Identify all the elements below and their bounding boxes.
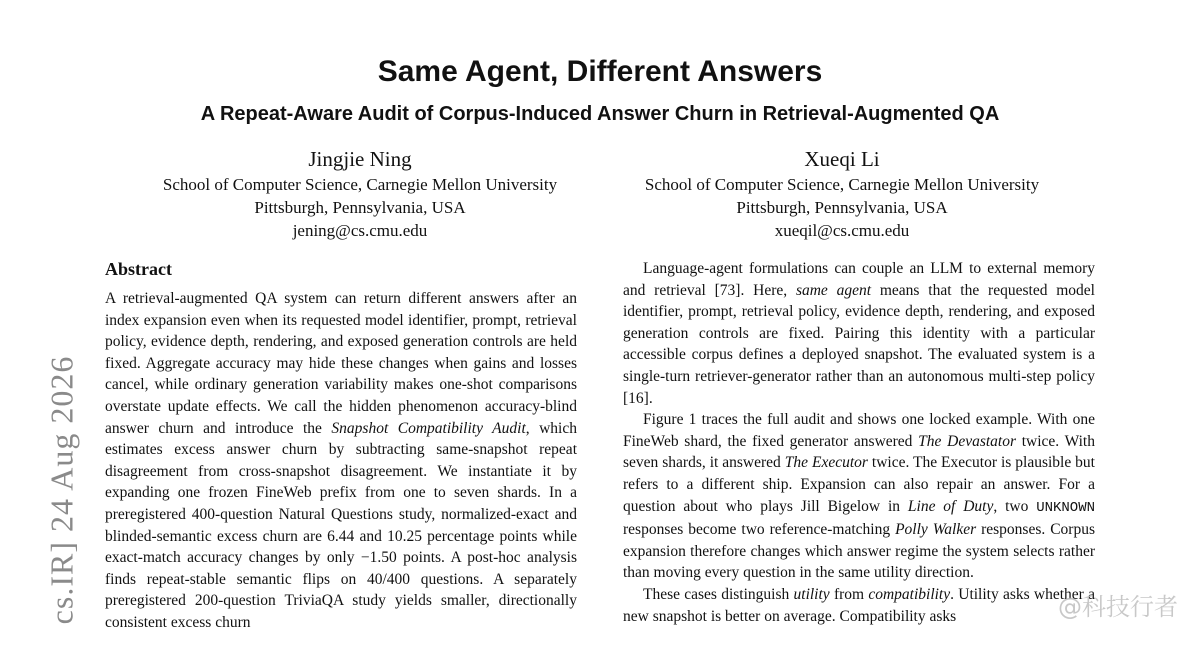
author-name: Xueqi Li	[804, 147, 880, 171]
text-run: from	[829, 585, 869, 603]
emphasis: same agent	[795, 281, 872, 299]
paper-subtitle: A Repeat-Aware Audit of Corpus-Induced Answer Churn in Retrieval-Augmented QA	[200, 103, 1000, 125]
text-run: These cases distinguish	[643, 585, 794, 603]
author-email: jening@cs.cmu.edu	[292, 221, 428, 240]
text-run: , two	[993, 497, 1037, 515]
emphasis: Line of Duty	[907, 497, 994, 515]
intro-column	[623, 258, 1095, 627]
intro-paragraph-3	[623, 584, 1095, 627]
emphasis: utility	[793, 585, 830, 603]
text-run: Figure 1 traces the full audit and shows one locked example. With one FineWeb shard, the fixed generator answered	[623, 411, 1095, 450]
text-run: Language-agent formulations can couple an LLM to external memory and retrieval [73]. Here,	[623, 260, 1095, 299]
code-token: UNKNOWN	[1036, 499, 1095, 516]
abstract-heading: Abstract	[105, 259, 172, 279]
emphasis: The Executor	[784, 454, 868, 472]
emphasis: The Devastator	[918, 432, 1017, 450]
watermark: @科技行者	[1058, 593, 1178, 621]
author-location: Pittsburgh, Pennsylvania, USA	[254, 198, 466, 217]
paper-title: Same Agent, Different Answers	[377, 55, 823, 88]
author-location: Pittsburgh, Pennsylvania, USA	[736, 198, 948, 217]
text-run: responses become two reference-matching	[623, 521, 896, 539]
intro-paragraph-1	[623, 258, 1095, 409]
abstract-column	[105, 258, 577, 634]
text-run: . Utility asks whether a new snapshot is better on average. Compatibility asks	[623, 585, 1095, 625]
emphasis: Polly Walker	[895, 521, 977, 539]
intro-paragraph-2	[623, 409, 1095, 584]
text-run: means that the requested model identifier, prompt, retrieval policy, evidence depth, rendering, and exposed generation controls are fixed. Pairing this identity with a particular accessible corpus defines a deployed snapshot. The evaluated system is a single-turn retriever-generator rather than an autonomous multi-step policy [16].	[623, 281, 1095, 407]
abstract-text-2: , which estimates excess answer churn by subtracting same-snapshot repeat disagreement from cross-snapshot disagreement. We instantiate it by expanding one frozen FineWeb prefix from one to seven shards. In a preregistered 400-question Natural Questions study, normalized-exact and blinded-semantic excess churn are 6.44 and 10.25 percentage points while exact-match accuracy changes by only −1.50 points. A post-hoc analysis finds repeat-stable semantic flips on 40/400 questions. A separately preregistered 200-question TriviaQA study yields smaller, directionally consistent excess churn	[105, 419, 577, 631]
abstract-paragraph	[105, 288, 577, 634]
text-run: twice. The Executor is plausible but refers to a different ship. Expansion can also repair an answer. For a question about who plays Jill Bigelow in	[623, 454, 1095, 515]
author-email: xueqil@cs.cmu.edu	[774, 221, 910, 240]
abstract-text-1: A retrieval-augmented QA system can return different answers after an index expansion even when its requested model identifier, prompt, retrieval policy, evidence depth, rendering, and exposed generation controls are held fixed. Aggregate accuracy may hide these changes when gains and losses cancel, while ordinary generation variability makes one-shot comparisons overstate update effects. We call the hidden phenomenon accuracy-blind answer churn and introduce the	[105, 290, 577, 437]
author-block-2	[592, 145, 1092, 242]
author-affiliation: School of Computer Science, Carnegie Mellon University	[644, 175, 1040, 194]
arxiv-stamp: cs.IR] 24 Aug 2026	[43, 355, 80, 625]
author-name: Jingjie Ning	[308, 147, 412, 171]
text-run: twice. With seven shards, it answered	[623, 432, 1095, 472]
author-block-1	[110, 145, 610, 242]
text-run: responses. Corpus expansion therefore changes which answer regime the system selects rather than moving every question in the same utility direction.	[623, 521, 1095, 582]
abstract-term: Snapshot Compatibility Audit	[331, 419, 526, 437]
author-affiliation: School of Computer Science, Carnegie Mellon University	[162, 175, 558, 194]
emphasis: compatibility	[868, 585, 951, 603]
